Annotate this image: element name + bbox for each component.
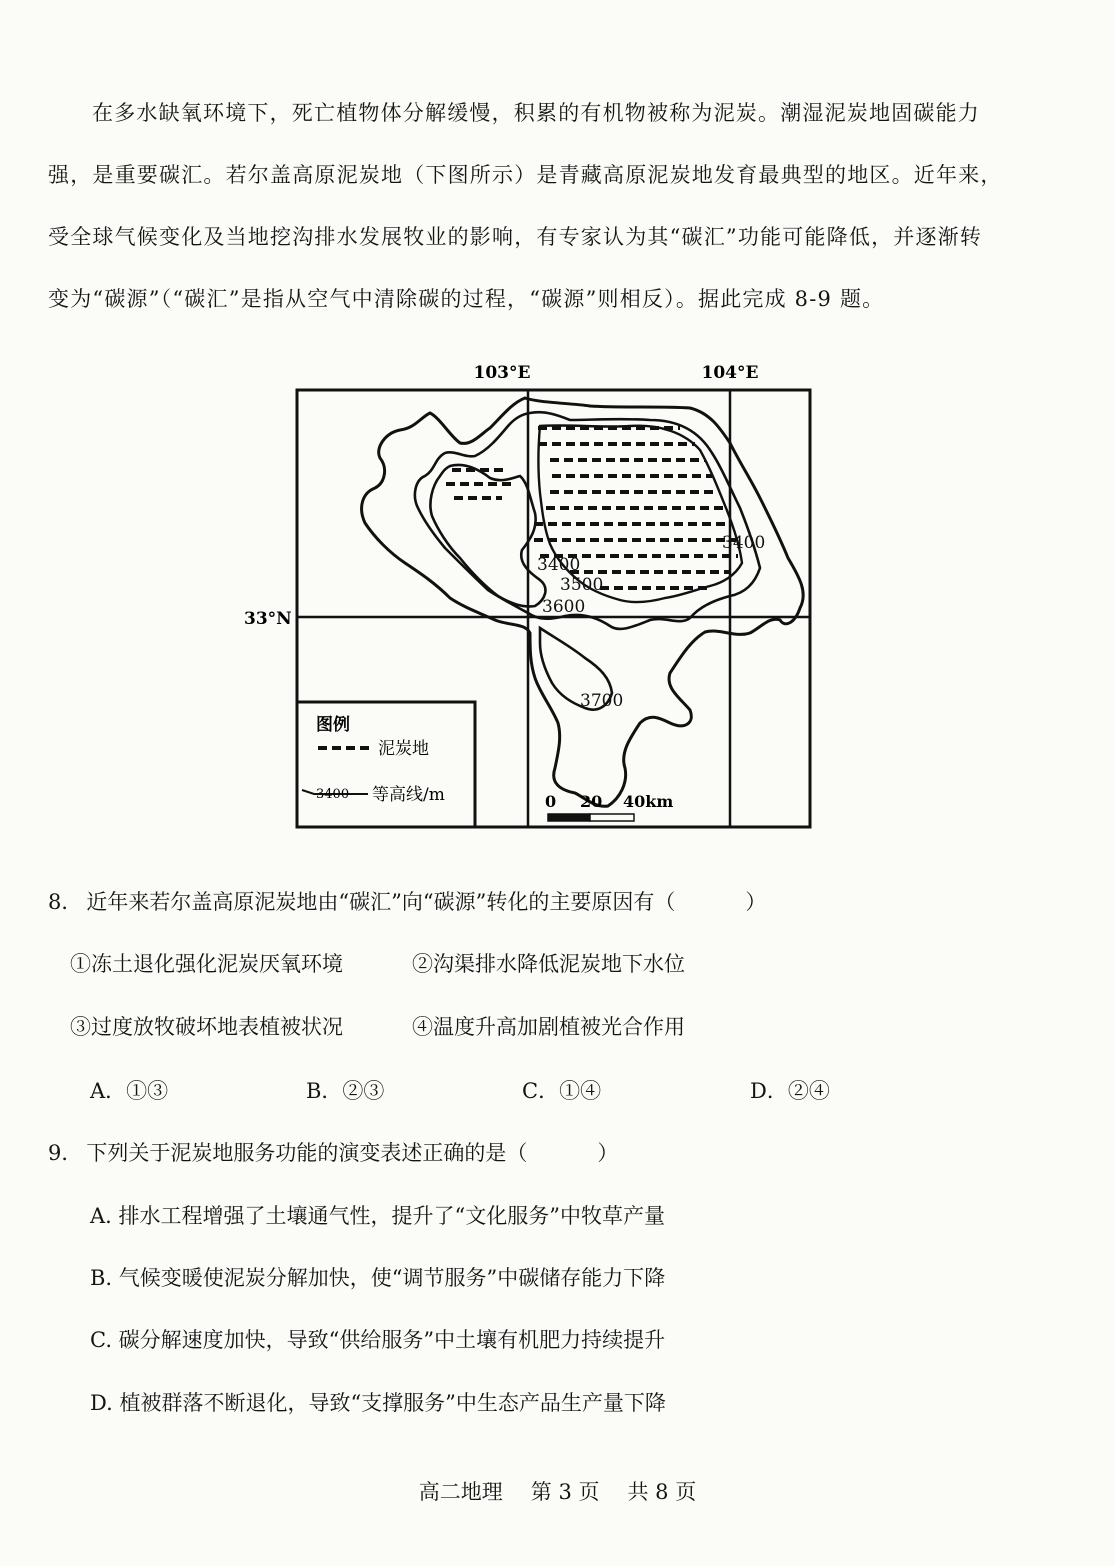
scale-label-40: 40km	[623, 792, 674, 811]
contour-label: 3400	[722, 533, 766, 553]
choice-d[interactable]: D．②④	[750, 1079, 830, 1103]
passage-line: 在多水缺氧环境下，死亡植物体分解缓慢，积累的有机物被称为泥炭。潮湿泥炭地固碳能力	[92, 101, 980, 125]
passage-line: 变为“碳源”（“碳汇”是指从空气中清除碳的过程，“碳源”则相反）。据此完成 8-9 题。	[48, 287, 885, 311]
question-text: 近年来若尔盖高原泥炭地由“碳汇”向“碳源”转化的主要原因有（	[86, 890, 676, 914]
legend-contour-label: 等高线/m	[372, 785, 445, 805]
scale-label-0: 0	[545, 792, 557, 811]
question-close-paren: ）	[745, 890, 767, 914]
question-number: 9．	[48, 1141, 83, 1165]
choice-a[interactable]: A. 排水工程增强了土壤通气性，提升了“文化服务”中牧草产量	[90, 1204, 665, 1228]
question-9-stem	[48, 1137, 618, 1167]
statement-4: ④温度升高加剧植被光合作用	[412, 1015, 685, 1039]
footer-subject: 高二地理	[418, 1480, 503, 1504]
choice-b[interactable]: B．②③	[306, 1079, 385, 1103]
contour-label: 3500	[560, 575, 604, 595]
lon-label-104: 104°E	[701, 363, 759, 383]
contour-label: 3400	[537, 555, 581, 575]
statement-1: ①冻土退化强化泥炭厌氧环境	[70, 952, 343, 976]
question-8-stem	[48, 886, 766, 916]
lon-label-103: 103°E	[473, 363, 531, 383]
passage	[48, 82, 1058, 330]
statement-3: ③过度放牧破坏地表植被状况	[70, 1015, 343, 1039]
choice-c[interactable]: C．①④	[522, 1079, 602, 1103]
peat-fill-west	[446, 470, 512, 498]
choice-b[interactable]: B. 气候变暖使泥炭分解加快，使“调节服务”中碳储存能力下降	[90, 1266, 666, 1290]
legend-peat-label: 泥炭地	[378, 739, 429, 759]
question-text: 下列关于泥炭地服务功能的演变表述正确的是（	[86, 1141, 528, 1165]
scale-label-20: 20	[580, 792, 603, 811]
lat-label-33: 33°N	[244, 609, 292, 629]
legend-contour-sample: 3400	[316, 787, 350, 802]
legend-title: 图例	[316, 715, 350, 735]
map-legend	[297, 702, 475, 827]
page-footer	[0, 1476, 1115, 1506]
passage-line: 强，是重要碳汇。若尔盖高原泥炭地（下图所示）是青藏高原泥炭地发育最典型的地区。近年来，	[48, 163, 1003, 187]
choice-d[interactable]: D. 植被群落不断退化，导致“支撑服务”中生态产品生产量下降	[90, 1391, 666, 1415]
contour-label: 3700	[580, 691, 624, 711]
footer-total: 共 8 页	[627, 1480, 697, 1504]
question-number: 8．	[48, 890, 83, 914]
choice-c[interactable]: C. 碳分解速度加快，导致“供给服务”中土壤有机肥力持续提升	[90, 1328, 666, 1352]
choice-a[interactable]: A．①③	[90, 1079, 169, 1103]
passage-line: 受全球气候变化及当地挖沟排水发展牧业的影响，有专家认为其“碳汇”功能可能降低，并逐渐转	[48, 225, 983, 249]
footer-page: 第 3 页	[530, 1480, 600, 1504]
zoige-peatland-map	[240, 358, 820, 838]
statement-2: ②沟渠排水降低泥炭地下水位	[412, 952, 685, 976]
question-close-paren: ）	[597, 1141, 619, 1165]
contour-label: 3600	[542, 597, 586, 617]
